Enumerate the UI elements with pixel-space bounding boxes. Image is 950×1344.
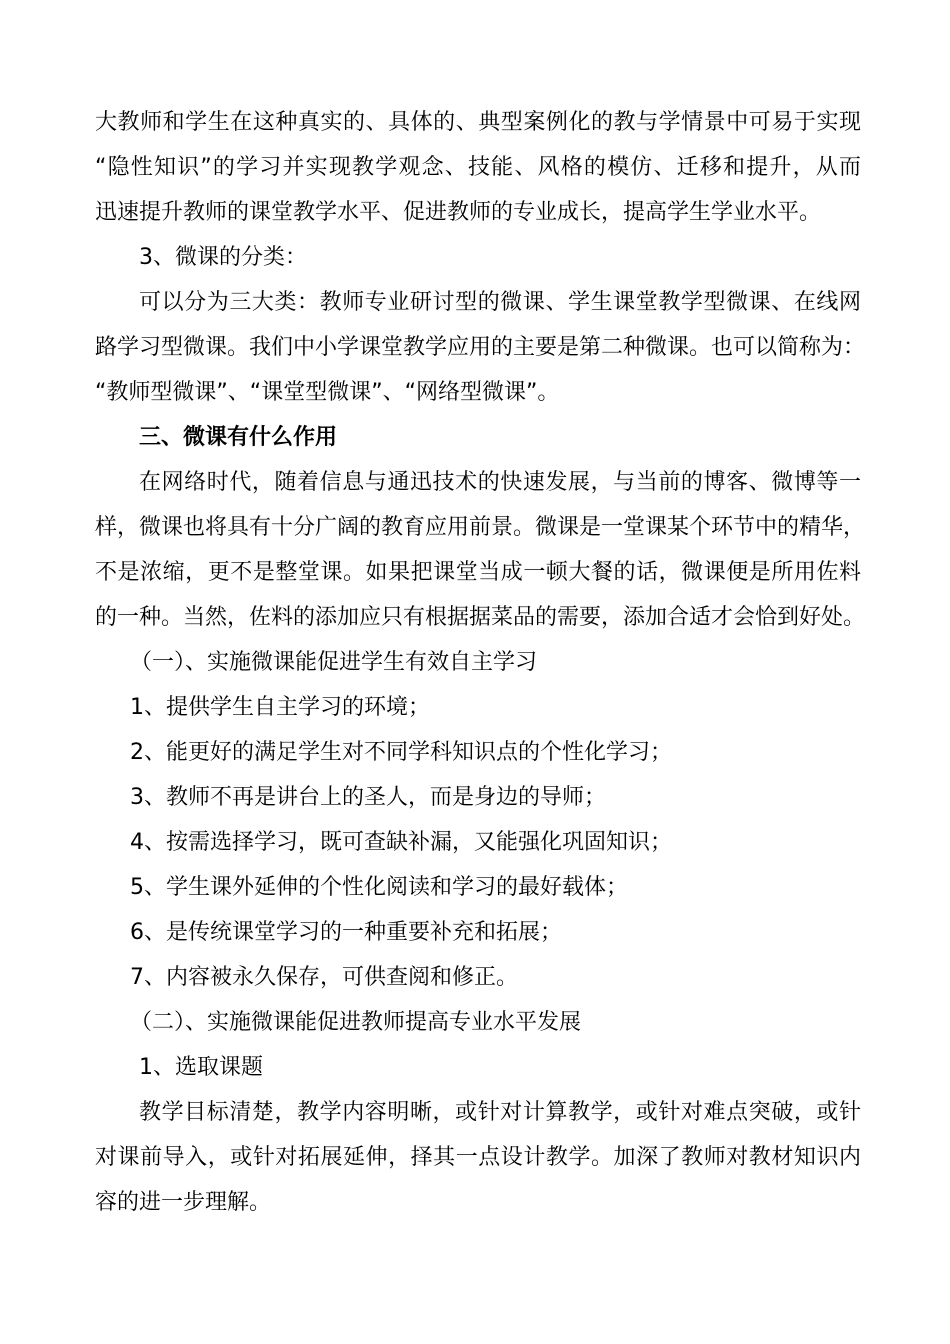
paragraph-line: 对课前导入，或针对拓展延伸，择其一点设计教学。加深了教师对教材知识内 [95, 1145, 861, 1170]
list-item: 5、学生课外延伸的个性化阅读和学习的最好载体； [130, 875, 628, 900]
paragraph-line: 样，微课也将具有十分广阔的教育应用前景。微课是一堂课某个环节中的精华， [95, 515, 866, 540]
list-item: 3、教师不再是讲台上的圣人，而是身边的导师； [130, 785, 606, 810]
paragraph-line: 可以分为三大类：教师专业研讨型的微课、学生课堂教学型微课、在线网 [139, 290, 861, 315]
paragraph-line: 不是浓缩，更不是整堂课。如果把课堂当成一顿大餐的话，微课便是所用佐料 [95, 560, 861, 585]
section-title: 3、微课的分类： [139, 245, 307, 270]
subsection-title: （一）、实施微课能促进学生有效自主学习 [130, 650, 538, 675]
heading: 三、微课有什么作用 [139, 425, 338, 450]
paragraph-line: 大教师和学生在这种真实的、具体的、典型案例化的教与学情景中可易于实现 [95, 110, 861, 135]
paragraph-line: “教师型微课”、“课堂型微课”、“网络型微课”。 [95, 380, 560, 405]
paragraph-line: 的一种。当然，佐料的添加应只有根据据菜品的需要，添加合适才会恰到好处。 [95, 605, 866, 630]
subsection-title: （二）、实施微课能促进教师提高专业水平发展 [130, 1010, 582, 1035]
list-item: 4、按需选择学习，既可查缺补漏，又能强化巩固知识； [130, 830, 672, 855]
list-item: 1、提供学生自主学习的环境； [130, 695, 430, 720]
paragraph-line: “隐性知识”的学习并实现教学观念、技能、风格的模仿、迁移和提升，从而 [95, 155, 861, 180]
list-item: 7、内容被永久保存，可供查阅和修正。 [130, 965, 518, 990]
paragraph-line: 教学目标清楚，教学内容明晰，或针对计算教学，或针对难点突破，或针 [139, 1100, 861, 1125]
list-item: 2、能更好的满足学生对不同学科知识点的个性化学习； [130, 740, 672, 765]
paragraph-line: 在网络时代，随着信息与通迅技术的快速发展，与当前的博客、微博等一 [139, 470, 861, 495]
list-item: 6、是传统课堂学习的一种重要补充和拓展； [130, 920, 562, 945]
paragraph-line: 路学习型微课。我们中小学课堂教学应用的主要是第二种微课。也可以简称为： [95, 335, 866, 360]
item-title: 1、选取课题 [139, 1055, 263, 1080]
paragraph-line: 容的进一步理解。 [95, 1190, 272, 1215]
paragraph-line: 迅速提升教师的课堂教学水平、促进教师的专业成长，提高学生学业水平。 [95, 200, 822, 225]
